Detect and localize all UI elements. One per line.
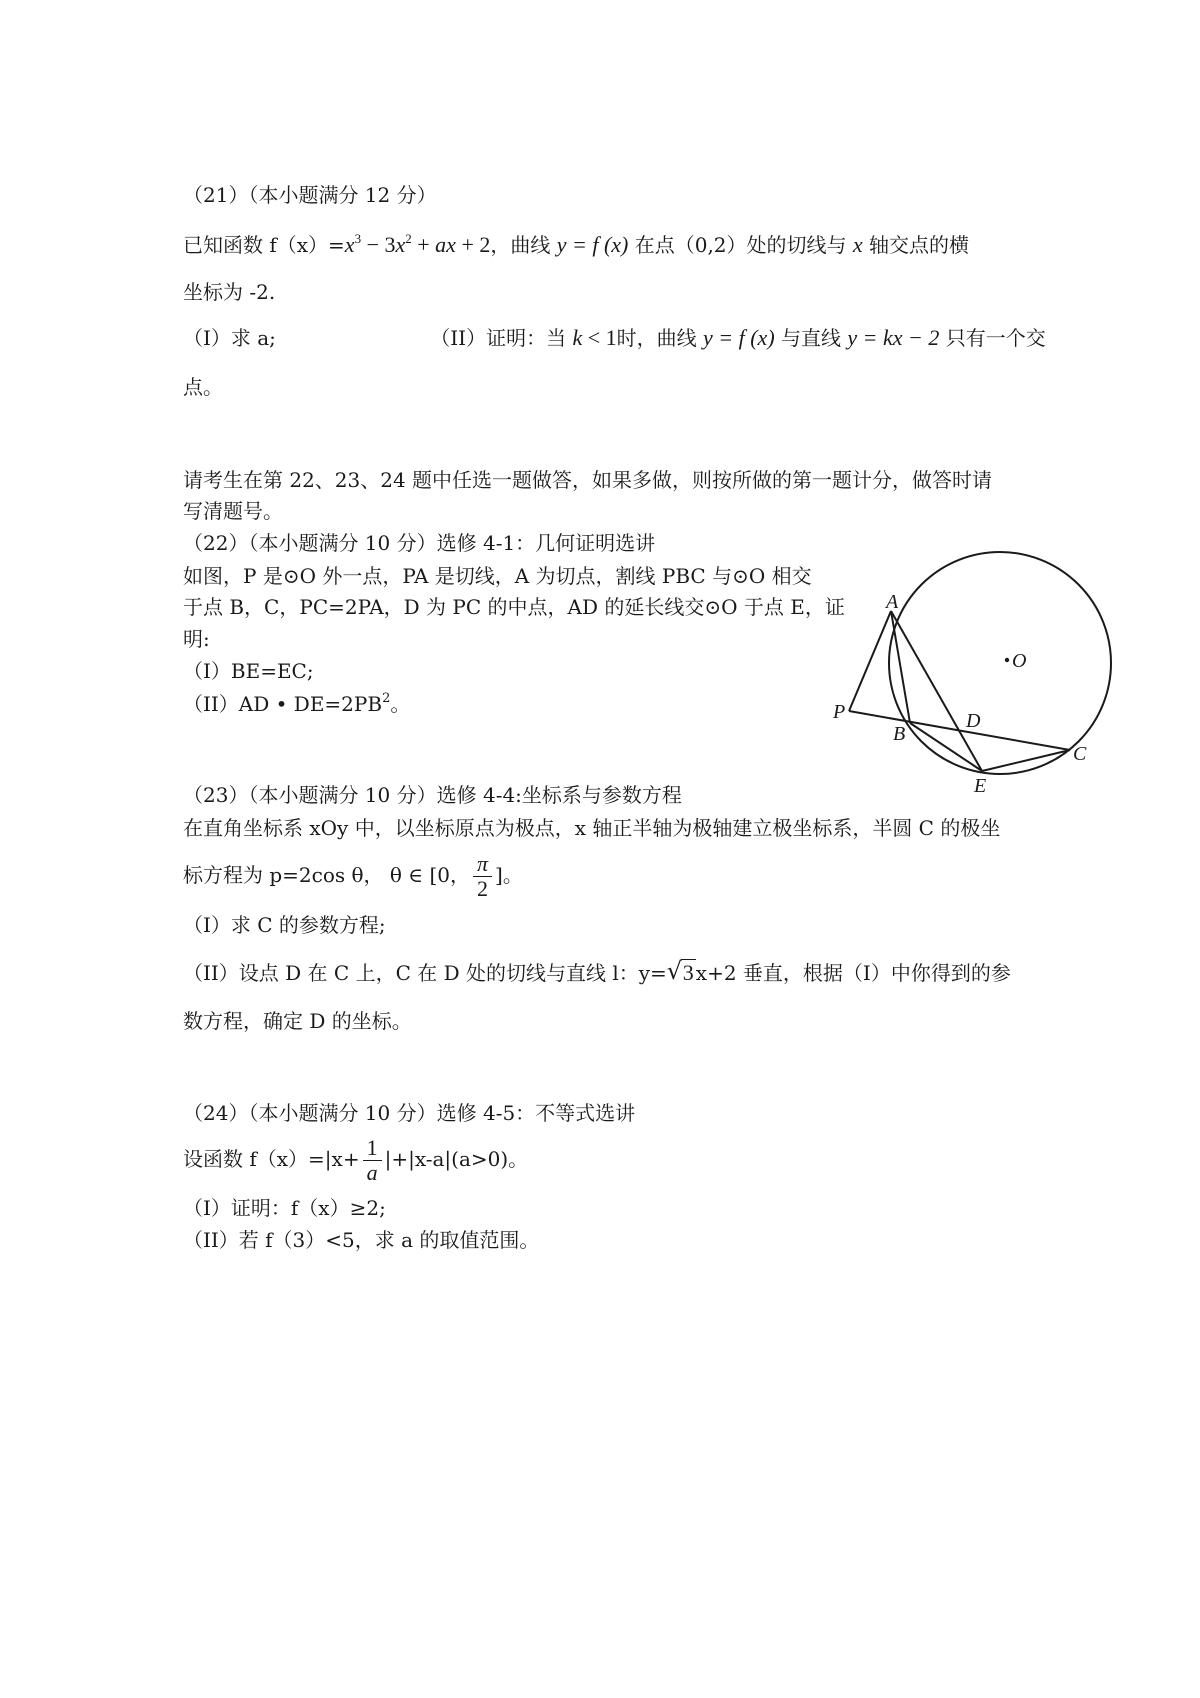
q23-part2 — [183, 957, 1011, 985]
q24-stem-end: |+|x-a|(a>0)。 — [384, 1147, 529, 1172]
q23-stem-line2 — [183, 852, 523, 901]
geometry-figure — [825, 525, 1125, 805]
label-b: B — [893, 723, 906, 745]
label-a: A — [886, 591, 899, 613]
q22-stem-line2: 于点 B，C，PC=2PA，D 为 PC 的中点，AD 的延长线交⊙O 于点 E，证 — [183, 595, 845, 619]
circle-o — [889, 552, 1111, 774]
q21-poly-x2: x — [395, 232, 406, 257]
q23-header: （23）（本小题满分 10 分）选修 4-4:坐标系与参数方程 — [183, 783, 682, 807]
q23-sqrt-value: 3 — [682, 960, 694, 985]
q23-pi-over-2 — [473, 852, 492, 901]
q22-part2-end: 。 — [390, 692, 411, 716]
q21-parts — [183, 327, 1046, 349]
q21-part1: （I）求 a; — [183, 326, 276, 350]
q21-exp2: 2 — [405, 231, 412, 246]
q24-stem — [183, 1136, 528, 1185]
q23-sqrt: √ 3 — [666, 957, 694, 985]
q22-part1: （I）BE=EC; — [183, 659, 314, 683]
q21-poly-plus: + — [411, 232, 436, 257]
label-e: E — [974, 775, 987, 797]
q21-part2-curve: y = f (x) — [703, 325, 775, 350]
q24-frac-den: a — [366, 1160, 378, 1186]
q21-part2-ineq: < 1 — [582, 325, 617, 350]
q24-frac-num: 1 — [363, 1136, 382, 1161]
q21-poly-const: + 2 — [455, 232, 491, 257]
q23-part2-text: （II）设点 D 在 C 上，C 在 D 处的切线与直线 l：y= — [183, 961, 667, 985]
q22-stem-line1: 如图，P 是⊙O 外一点，PA 是切线，A 为切点，割线 PBC 与⊙O 相交 — [183, 564, 812, 588]
q24-stem-text: 设函数 f（x）=|x+ — [183, 1147, 360, 1172]
q21-header: （21）（本小题满分 12 分） — [183, 183, 437, 207]
q24-header: （24）（本小题满分 10 分）选修 4-5：不等式选讲 — [183, 1101, 636, 1125]
q23-part1: （I）求 C 的参数方程; — [183, 913, 386, 937]
q21-stem-text-c: 在点（0,2）处的切线与 — [628, 233, 853, 257]
label-c: C — [1073, 743, 1087, 765]
q21-part2-cont: 点。 — [183, 375, 223, 399]
q21-part2-line: y = kx − 2 — [847, 325, 940, 350]
q21-exp3: 3 — [354, 231, 362, 246]
q24-part1: （I）证明：f（x）≥2; — [183, 1196, 386, 1220]
q21-part2-k: k — [572, 325, 583, 350]
q21-part2-text-b: 时，曲线 — [616, 326, 703, 350]
q21-poly-minus: − 3 — [361, 232, 396, 257]
q21-x-var: x — [852, 232, 863, 257]
label-d: D — [966, 710, 981, 732]
q21-curve: y = f (x) — [556, 232, 629, 257]
q22-header: （22）（本小题满分 10 分）选修 4-1：几何证明选讲 — [183, 531, 656, 555]
q23-stem-line2-text: 标方程为 p=2cos θ， θ ∈ [0， — [183, 863, 470, 888]
q22-stem-line3: 明: — [183, 627, 210, 651]
q24-one-over-a — [363, 1136, 382, 1185]
q23-stem-line1: 在直角坐标系 xOy 中，以坐标原点为极点，x 轴正半轴为极轴建立极坐标系，半圆 C 的极坐 — [183, 816, 1001, 840]
q23-frac-num: π — [473, 852, 492, 877]
q23-frac-den: 2 — [477, 876, 489, 902]
center-dot — [1005, 658, 1009, 662]
label-o: O — [1012, 650, 1027, 672]
q21-stem-text-b: ，曲线 — [490, 233, 557, 257]
q22-part2-text: （II）AD • DE=2PB — [183, 692, 383, 716]
q21-part2-text: （II）证明：当 — [430, 326, 573, 350]
choice-instruction-line2: 写清题号。 — [183, 499, 283, 523]
choice-instruction-line1: 请考生在第 22、23、24 题中任选一题做答，如果多做，则按所做的第一题计分，做答时请 — [183, 468, 993, 492]
q23-part2-text-b: x+2 垂直，根据（I）中你得到的参 — [695, 961, 1011, 985]
q21-part2-text-c: 与直线 — [774, 326, 848, 350]
segment-ec — [982, 750, 1070, 771]
q21-stem — [183, 232, 969, 256]
q21-part2-text-d: 只有一个交 — [939, 326, 1046, 350]
q23-stem-line2-end: ]。 — [495, 863, 523, 888]
q22-part2 — [183, 692, 410, 714]
q24-part2: （II）若 f（3）<5，求 a 的取值范围。 — [183, 1228, 540, 1252]
q23-part2-cont: 数方程，确定 D 的坐标。 — [183, 1009, 412, 1033]
q21-stem-text: 已知函数 f（x）= — [183, 233, 345, 257]
q21-stem-text-d: 轴交点的横 — [862, 233, 970, 257]
q22-part2-exp: 2 — [382, 691, 391, 706]
q21-stem-cont: 坐标为 -2. — [183, 280, 276, 304]
q21-poly-x3: x — [344, 232, 355, 257]
segment-pa — [849, 611, 891, 711]
label-p: P — [833, 701, 846, 723]
q21-poly-ax: ax — [435, 232, 456, 257]
